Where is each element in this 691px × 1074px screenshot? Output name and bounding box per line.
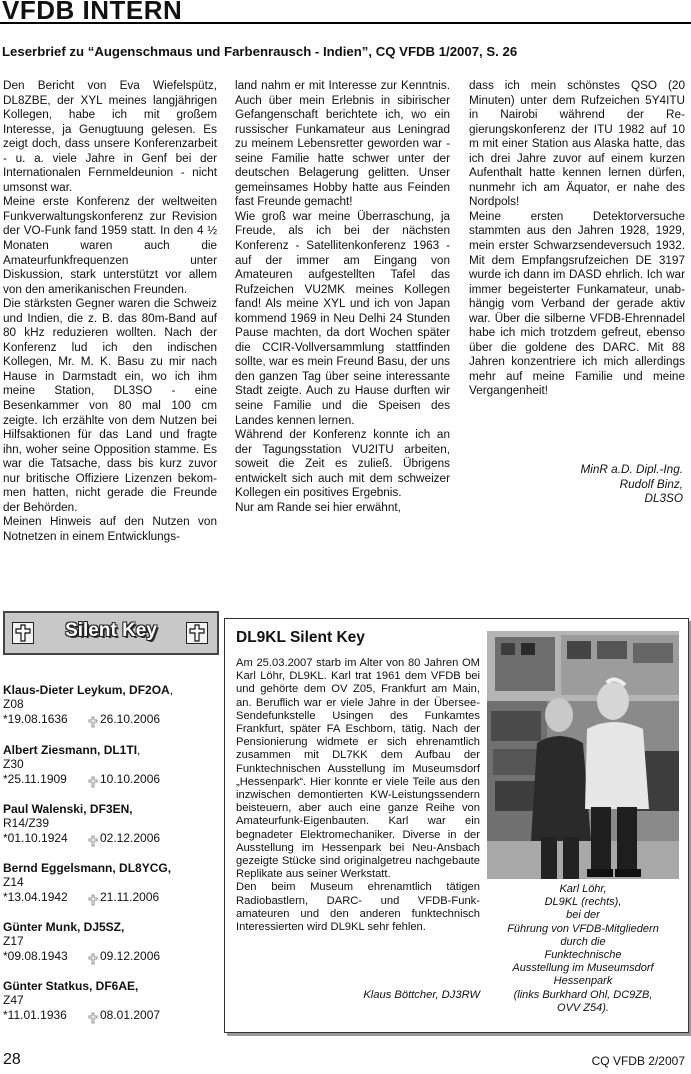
death-cross-icon bbox=[88, 716, 98, 728]
obituary-name-suffix: , bbox=[137, 743, 141, 757]
silent-key-title: Silent Key bbox=[65, 620, 157, 641]
journal-issue: CQ VFDB 2/2007 bbox=[591, 1054, 685, 1068]
letter-paragraph: Meine erste Konferenz der weltweiten Funkverwaltungskonferenz zur Revision der VO-Funk fand 1959 statt. In den 4 ½ Monaten waren auch die Amateurfunkfrequenzen unter Diskussion, stark unterstützt vor allem von den amerikanischen Freunden. bbox=[3, 195, 217, 296]
obituary-region: Z08 bbox=[3, 697, 24, 712]
birth-date: *11.01.1936 bbox=[3, 1007, 67, 1022]
obituary-entry bbox=[3, 979, 218, 1023]
header-bar bbox=[0, 0, 691, 24]
obituary-name: Bernd Eggelsmann, DL8YCG, bbox=[3, 861, 172, 875]
death-date: 21.11.2006 bbox=[100, 889, 160, 904]
birth-date: *19.08.1636 bbox=[3, 711, 68, 726]
obituary-region: Z47 bbox=[3, 993, 24, 1008]
caption-line: Führung von VFDB-Mitgliedern bbox=[507, 922, 659, 935]
caption-line: (links Burkhard Ohl, DC9ZB, bbox=[513, 988, 653, 1001]
caption-line: Karl Löhr, bbox=[559, 883, 607, 895]
letter-paragraph: Meinen Hinweis auf den Nutzen von Notnetzen in einem Entwicklungs- bbox=[3, 515, 217, 543]
birth-date: *25.11.1909 bbox=[3, 771, 67, 786]
obituary-entry bbox=[3, 861, 218, 905]
birth-date: *09.08.1943 bbox=[3, 948, 68, 963]
dl9kl-paragraph: Am 25.03.2007 starb im Alter von 80 Jahren OM Karl Löhr, DL9KL. Karl trat 1961 dem VFDB bei und gehörte dem OV Z05, Frankfurt am Main, an. Beruflich war er viele Jahre in der Übersee-Sendefunkstelle Usingen des Funkamtes Frankfurt, später FA Eschborn, tätig. Nach der Pensionierung widmete er sich ehrenamtlich zusammen mit DL7KK dem Aufbau der Funktechnischen Ausstellung im Museumsdorf „Hessenpark“. Hier konnte er viele Teile aus den inzwischen demontierten KW-Leistungssendern beisteuern, aber auch eine ganze Reihe von Amateurfunk-Eigenbauten. Karl war ein begnadeter Elektromechaniker. Diverse in der Ausstellung im Hessenpark bei Neu-Ansbach gezeigte Stücke sind originalgetreu nachgebaute Replikate aus seiner Werkstatt. bbox=[236, 657, 480, 881]
letter-column-2 bbox=[235, 79, 450, 515]
signature-line: Rudolf Binz, bbox=[619, 477, 683, 491]
obituary-entry bbox=[3, 920, 218, 964]
cross-icon bbox=[12, 622, 34, 644]
death-cross-icon bbox=[88, 835, 98, 847]
birth-date: *01.10.1924 bbox=[3, 830, 68, 845]
death-cross-icon bbox=[88, 776, 98, 788]
letter-paragraph: Wie groß war meine Überraschung, ja Freude, als ich bei der nächsten Konferenz - Satellitenkonferenz 1963 - auf der immer am Eingang von Amateuren aufgestellten Tafel das Rufzeichen VU2MK meines Kollegen fand! Als meine XYL und ich von Japan kommend 1969 in Neu Delhi 24 Stunden Pause machten, da dort Wochen später die CCIR-Vollversammlung stattfinden sollte, war es mein Freund Basu, der uns den ganzen Tag über seine interessante Stadt zeigte. Auch zu Hause durften wir seine Familie und die Speisen des Landes kennen lernen. bbox=[235, 209, 450, 427]
obituary-entry bbox=[3, 802, 218, 846]
dl9kl-article-box bbox=[224, 618, 689, 1033]
letter-paragraph: Nur am Rande sei hier erwähnt, bbox=[235, 500, 401, 514]
dl9kl-title: DL9KL Silent Key bbox=[236, 629, 365, 646]
letter-column-3 bbox=[469, 79, 685, 399]
signature-line: DL3SO bbox=[644, 492, 683, 506]
obituary-region: Z30 bbox=[3, 757, 24, 772]
obituary-name: Klaus-Dieter Leykum, DF2OA bbox=[3, 683, 170, 697]
karl-loehr-photo bbox=[487, 631, 679, 879]
obituary-region: R14/Z39 bbox=[3, 816, 50, 831]
obituary-region: Z17 bbox=[3, 934, 24, 949]
silent-key-banner bbox=[3, 611, 219, 655]
obituary-entry bbox=[3, 743, 218, 787]
letter-paragraph: land nahm er mit Interesse zur Kenntnis. Auch über mein Erlebnis in sibirischer Gefangenschaft berichtete ich, wo ein russischer Funkamateur aus Leningrad zu meinem Lebensretter geworden war - seine Familie hatte schwer unter der deutschen Belagerung gelitten. Unser gemeinsames Hobby hatte aus Feinden fast Freunde gemacht! bbox=[235, 79, 450, 209]
caption-line: DL9KL (rechts), bbox=[544, 896, 622, 909]
death-date: 02.12.2006 bbox=[100, 830, 161, 845]
death-date: 26.10.2006 bbox=[100, 711, 161, 726]
photo-caption bbox=[487, 883, 679, 1015]
obituary-name: Günter Munk, DJ5SZ, bbox=[3, 920, 125, 934]
letter-paragraph: Meine ersten Detektorversuche stammten aus den Jahren 1928, 1929, mein erster Schwarzsendeversuch 1932. Mit dem Empfangsrufzeichen DE 3197 wurde ich dann im DASD ehrlich. Ich war immer begeisterter Funkamateur, unabhängig vom Verband der gerade aktiv war. Über die silberne VFDB-Ehrennadel habe ich mich trotzdem gefreut, ebenso über die goldene des DARC. Mit 88 Jahren konzentriere ich mich allerdings mehr auf meine Familie und meine Vergangenheit! bbox=[469, 209, 685, 398]
caption-line: Ausstellung im Museumsdorf bbox=[512, 962, 654, 975]
page-number: 28 bbox=[3, 1051, 21, 1068]
letter-paragraph: Während der Konferenz konnte ich an der Tagungsstation VU2ITU arbeiten, soweit die Zeit es zuließ. Übrigens entwickelt sich auch mit dem schweizer Kollegen ein positives Ergebnis. bbox=[235, 428, 450, 500]
caption-line: bei der bbox=[566, 909, 600, 922]
caption-line: Funktechnische bbox=[544, 949, 622, 962]
obituary-name: Albert Ziesmann, DL1TI bbox=[3, 743, 138, 757]
letter-signature bbox=[469, 463, 683, 507]
death-cross-icon bbox=[88, 953, 98, 965]
letter-paragraph: Den Bericht von Eva Wiefelspütz, DL8ZBE, der XYL meines langjährigen Kollegen, habe ich mit großem Interesse, ja Genugtuung gelesen. Es zeigt doch, dass unsere Konferenzarbeit - u. a. viele Jahre in Genf bei der Internationalen Fernmeldeunion - nicht umsonst war. bbox=[3, 79, 217, 194]
obituary-name: Günter Statkus, DF6AE, bbox=[3, 979, 139, 993]
caption-line: OVV Z54). bbox=[557, 1001, 609, 1014]
dl9kl-author: Klaus Böttcher, DJ3RW bbox=[363, 989, 480, 1001]
caption-line: Hessenpark bbox=[553, 975, 613, 988]
dl9kl-paragraph: Den beim Museum ehrenamtlich tätigen Radiobastlern, DARC- und VFDB-Funkamateuren und den anderen funktechnisch Interessierten wird DL9KL sehr fehlen. bbox=[236, 881, 480, 934]
letter-paragraph: Die stärksten Gegner waren die Schweiz und Indien, die z. B. das 80m-Band auf 80 kHz reduzieren wollten. Nach der Konferenz lud ich den indischen Kollegen, Mr. M. K. Basu zu mir nach Hause in Darmstadt ein, wo ich ihm meine Station, DL3SO - eine Besenkammer von 80 mal 100 cm zeigte. Ich erzählte von dem Nutzen bei Hilfsaktionen für das Land und fragte ihn, woher seine Opposition stamme. Es war die Tatsache, dass bis kurz zuvor nur britische Offiziere Lizenzen bekommen hatten, nicht gerade die Freunde der Behörden. bbox=[3, 297, 217, 514]
death-date: 09.12.2006 bbox=[100, 948, 161, 963]
signature-line: MinR a.D. Dipl.-Ing. bbox=[580, 463, 683, 476]
death-cross-icon bbox=[88, 894, 98, 906]
cross-icon bbox=[186, 622, 208, 644]
dl9kl-text bbox=[236, 657, 480, 934]
letter-column-1 bbox=[3, 79, 217, 545]
obituary-entry bbox=[3, 683, 218, 727]
section-title: VFDB INTERN bbox=[2, 0, 183, 25]
letter-heading: Leserbrief zu “Augenschmaus und Farbenrausch - Indien”, CQ VFDB 1/2007, S. 26 bbox=[2, 44, 518, 59]
birth-date: *13.04.1942 bbox=[3, 889, 68, 904]
death-cross-icon bbox=[88, 1012, 98, 1024]
obituary-name-suffix: , bbox=[169, 683, 174, 697]
death-date: 08.01.2007 bbox=[100, 1007, 161, 1022]
death-date: 10.10.2006 bbox=[100, 771, 161, 786]
obituary-region: Z14 bbox=[3, 875, 24, 890]
letter-paragraph: dass ich mein schönstes QSO (20 Minuten) unter dem Rufzeichen 5Y4ITU in Nairobi während der Regierungskonferenz der ITU 1982 auf 10 m mit einer Station aus Alaska hatte, das ich drei Jahre zuvor auf einem kurzen Aufenthalt hatte kennen lernen dürfen, nunmehr ich am Äquator, er nahe des Nordpols! bbox=[469, 79, 685, 209]
caption-line: durch die bbox=[560, 935, 606, 948]
obituary-name: Paul Walenski, DF3EN, bbox=[3, 802, 133, 816]
